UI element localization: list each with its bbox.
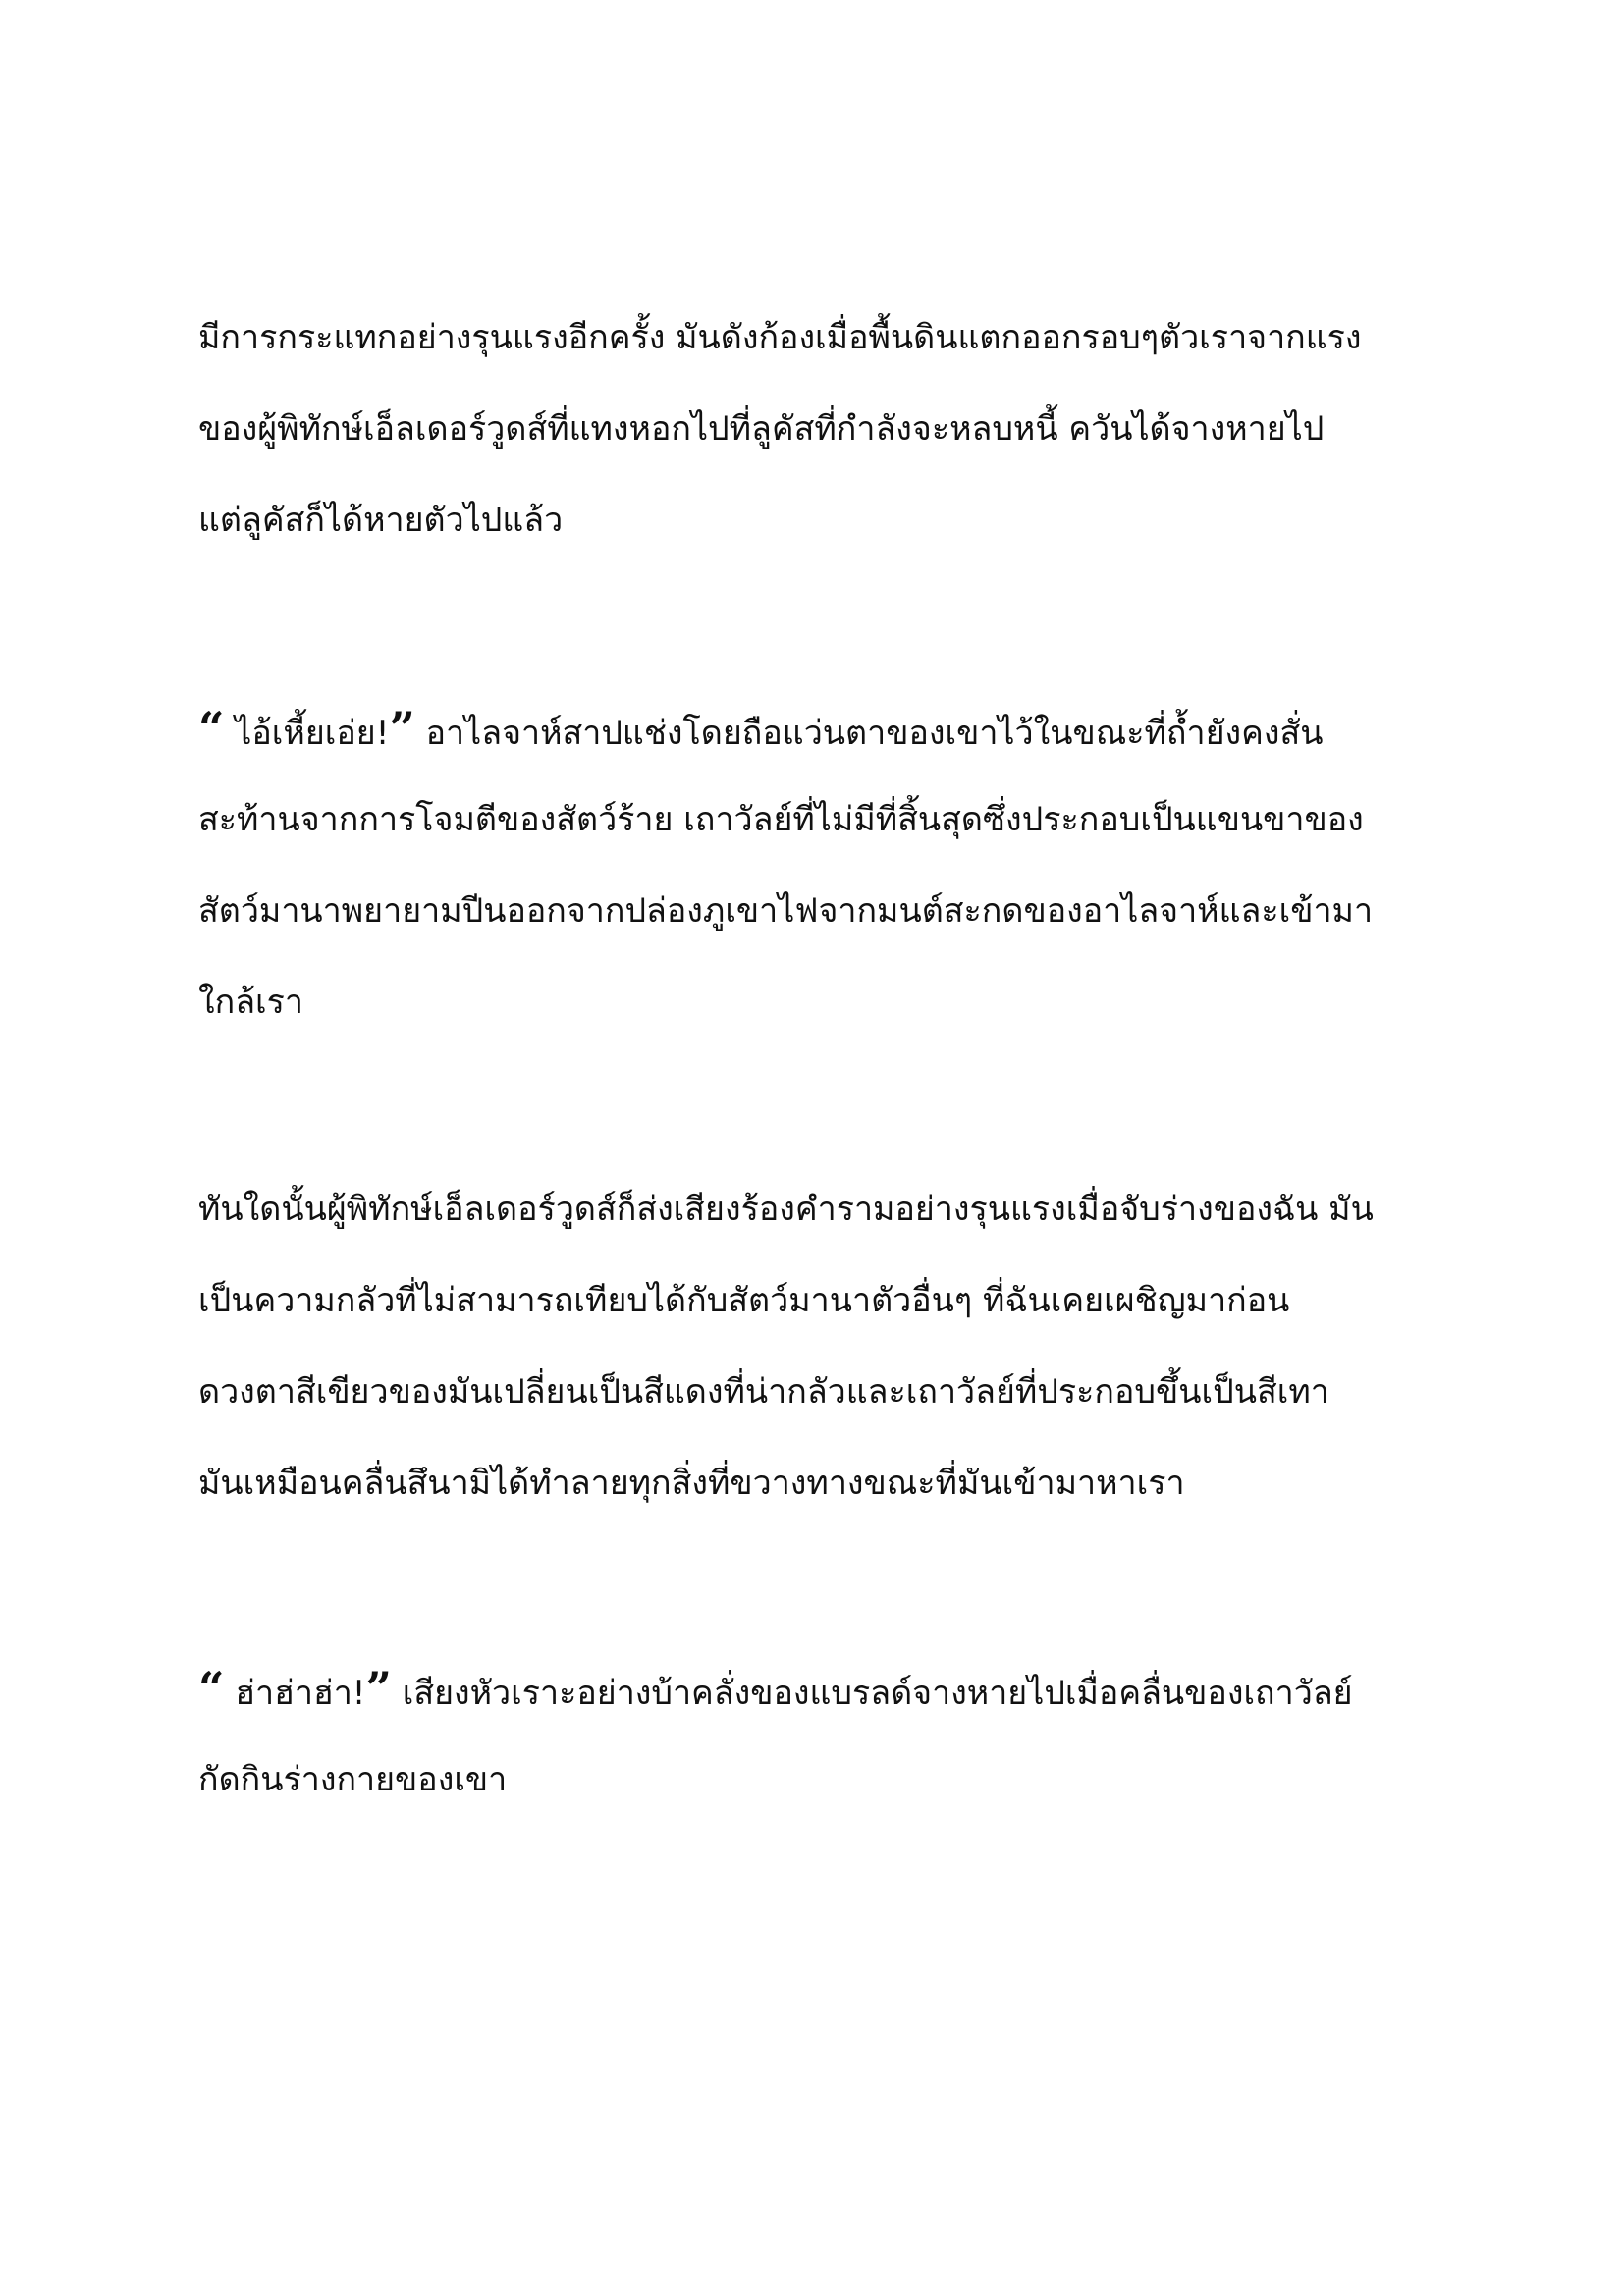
text-line: มันเหมือนคลื่นสึนามิได้ทำลายทุกสิ่งที่ขวางทางขณะที่มันเข้ามาหาเรา [198, 1464, 1185, 1503]
text-line [198, 1662, 1475, 1756]
text-line: สะท้านจากการโจมตีของสัตว์ร้าย เถาวัลย์ที่ไม่มีที่สิ้นสุดซึ่งประกอบเป็นแขนขาของ [198, 800, 1364, 839]
text-line: ใกล้เรา [198, 983, 303, 1022]
text-line: ดวงตาสีเขียวของมันเปลี่ยนเป็นสีแดงที่น่ากลัวและเถาวัลย์ที่ประกอบขึ้นเป็นสีเทา [198, 1372, 1329, 1412]
text-line: แต่ลูคัสก็ได้หายตัวไปแล้ว [198, 501, 564, 540]
text-line: ของผู้พิทักษ์เอ็ลเดอร์วูดส์ที่แทงหอกไปที่ลูคัสที่กำลังจะหลบหนี้ ควันได้จางหายไป [198, 409, 1325, 449]
narration-text: อาไลจาห์สาปแช่งโดยถือแว่นตาของเขาไว้ในขณะที่ถ้ำยังคงสั่น [414, 714, 1324, 753]
close-quote: ” [389, 702, 415, 755]
text-line: ทันใดนั้นผู้พิทักษ์เอ็ลเดอร์วูดส์ก็ส่งเสียงร้องคำรามอย่างรุนแรงเมื่อจับร่างของฉัน มัน [198, 1190, 1374, 1229]
dialogue-text: ไอ้เหี้ยเอ่ย! [224, 714, 390, 753]
close-quote: ” [365, 1662, 392, 1715]
narration-text: เสียงหัวเราะอย่างบ้าคลั่งของแบรลด์จางหายไปเมื่อคลื่นของเถาวัลย์ [391, 1674, 1353, 1713]
open-quote: “ [198, 702, 225, 755]
text-line: กัดกินร่างกายของเขา [198, 1760, 508, 1799]
dialogue-text: ฮ่าฮ่าฮ่า! [224, 1674, 366, 1713]
text-line [198, 702, 1475, 796]
paragraph [198, 1662, 1475, 1847]
paragraph [198, 1186, 1475, 1551]
paragraph [198, 314, 1475, 588]
text-line: เป็นความกลัวที่ไม่สามารถเทียบได้กับสัตว์มานาตัวอื่นๆ ที่ฉันเคยเผชิญมาก่อน [198, 1281, 1290, 1320]
paragraph [198, 702, 1475, 1070]
open-quote: “ [198, 1662, 225, 1715]
text-line: สัตว์มานาพยายามปีนออกจากปล่องภูเขาไฟจากมนต์สะกดของอาไลจาห์และเข้ามา [198, 891, 1374, 931]
text-line: มีการกระแทกอย่างรุนแรงอีกครั้ง มันดังก้องเมื่อพื้นดินแตกออกรอบๆตัวเราจากแรง [198, 318, 1362, 357]
